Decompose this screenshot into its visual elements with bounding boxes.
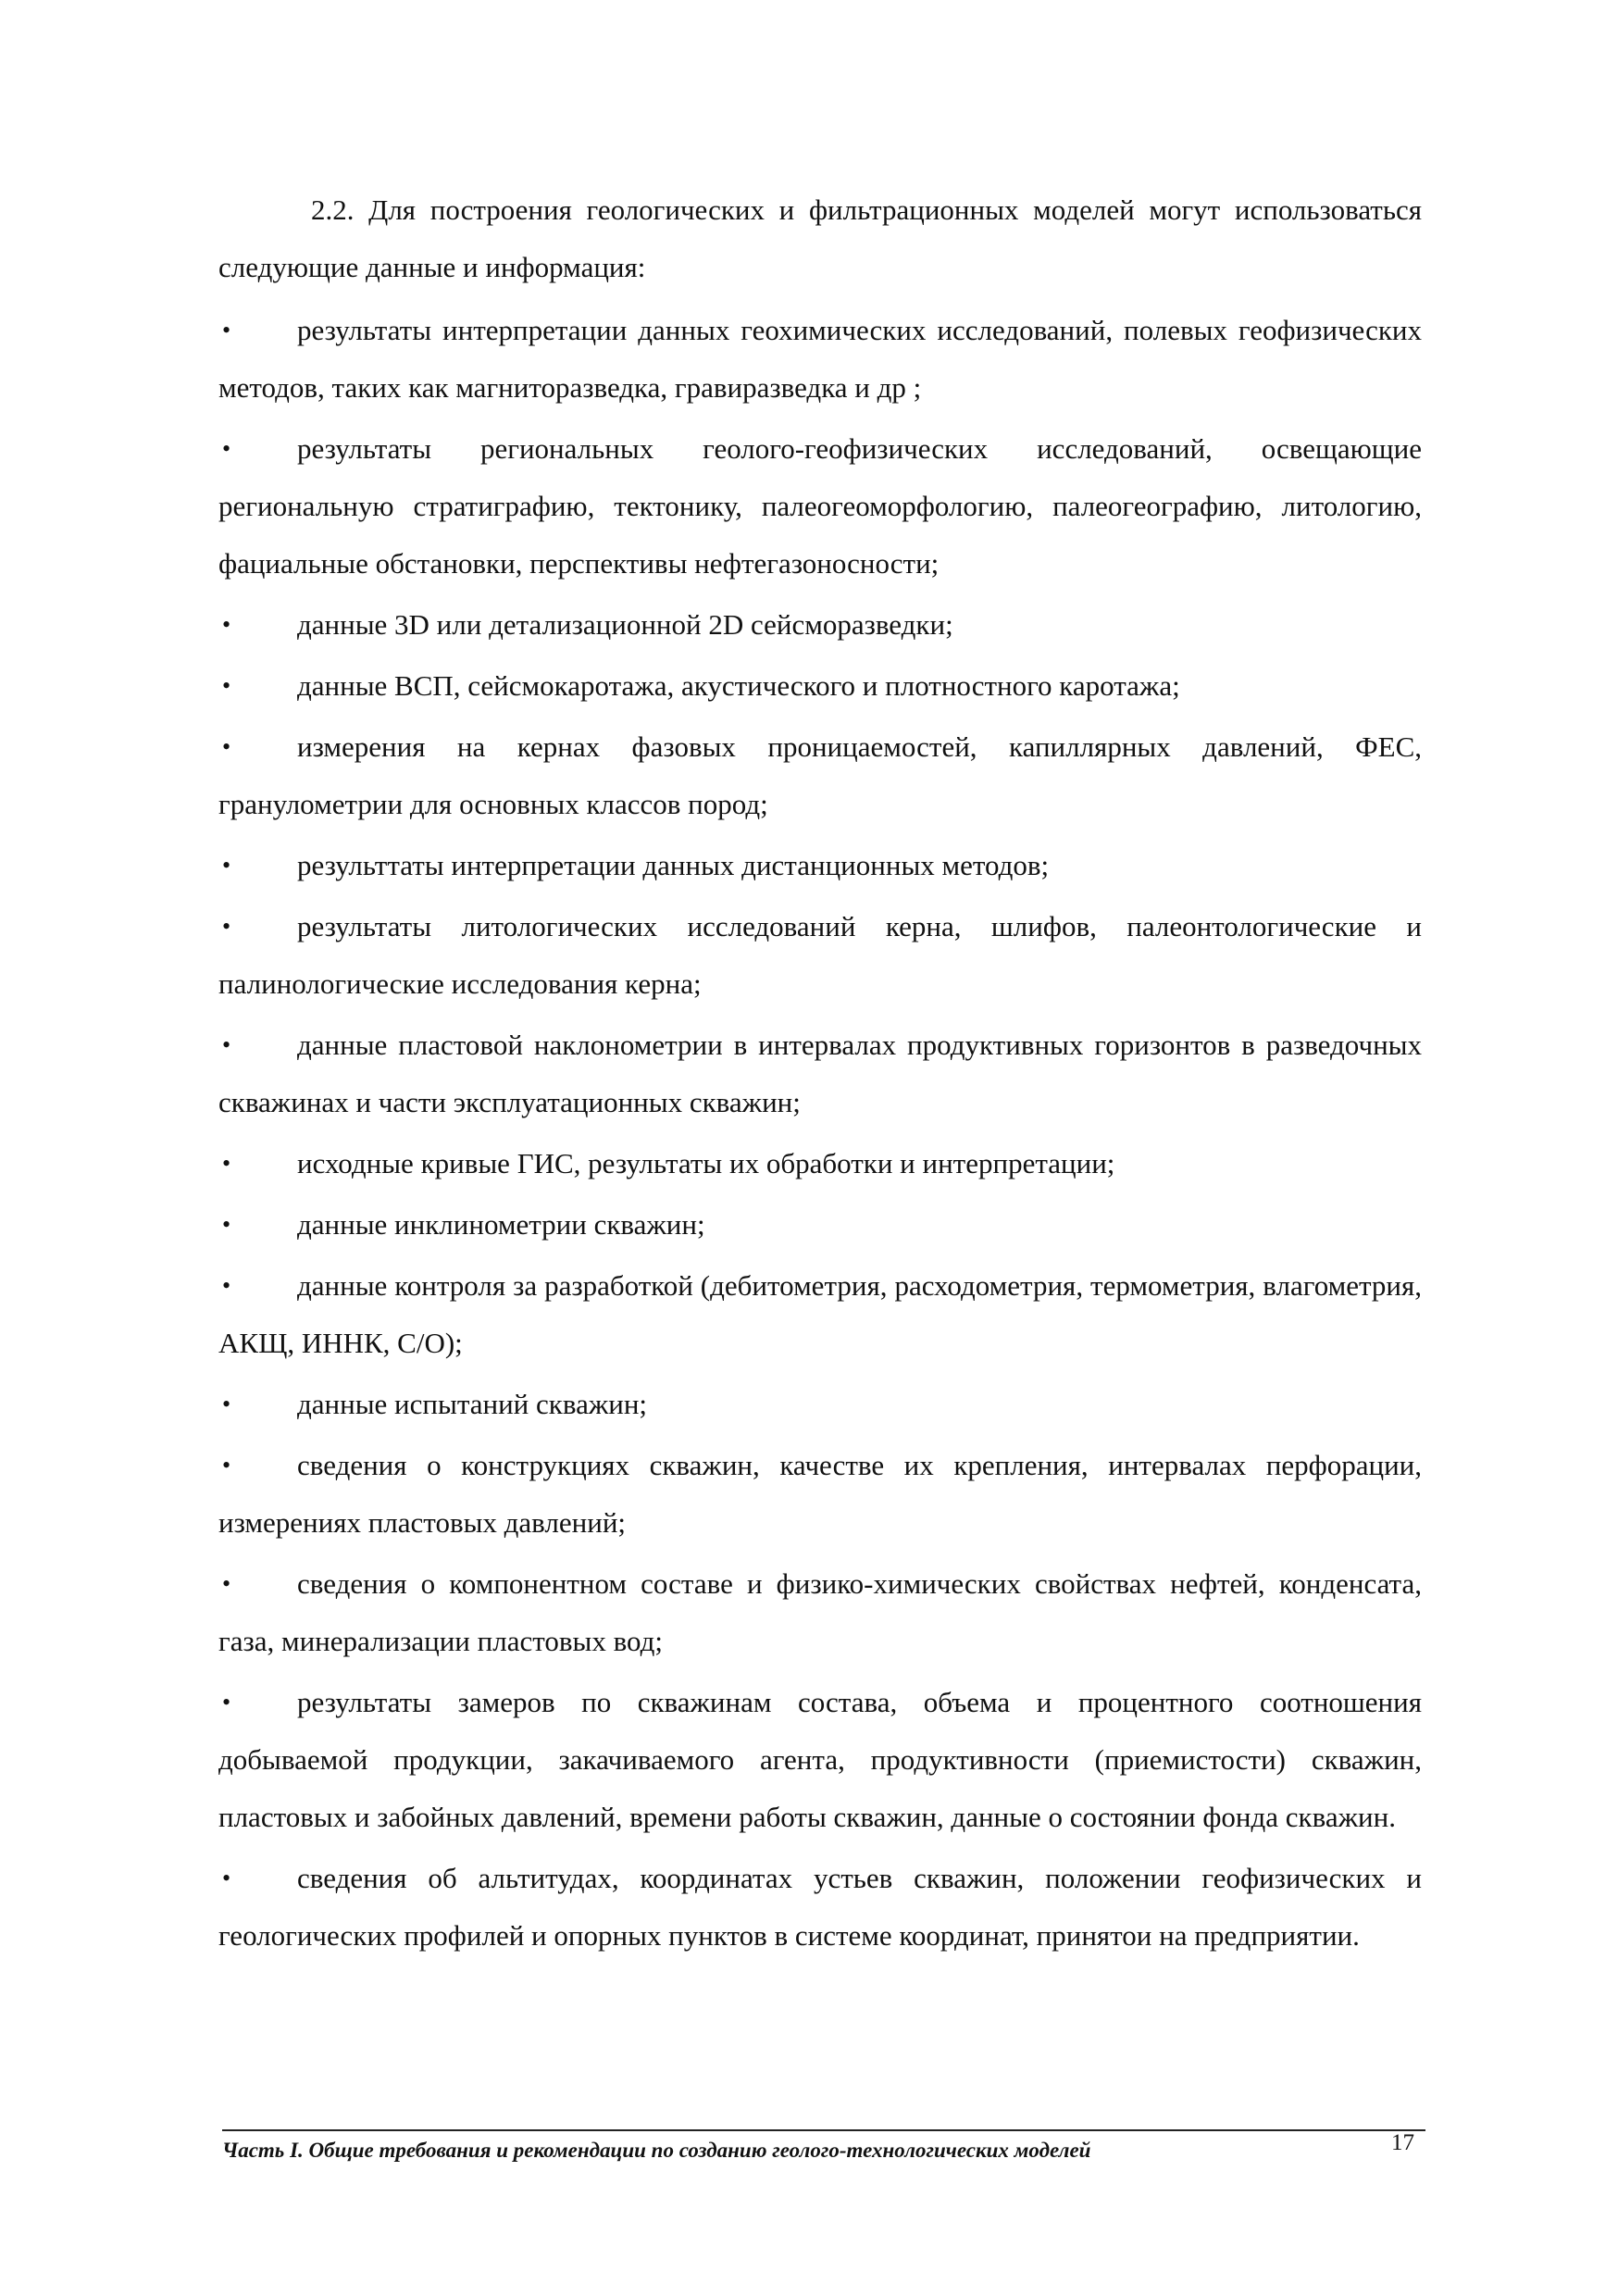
list-item-text: результтаты интерпретации данных дистанционных методов; — [297, 849, 1050, 881]
list-item — [218, 718, 1422, 833]
list-item-text: измерения на кернах фазовых проницаемостей, капиллярных давлений, ФЕС, гранулометрии для основных классов пород; — [218, 730, 1422, 820]
list-item-text: результаты региональных геолого-геофизических исследований, освещающие региональную стратиграфию, тектонику, палеогеоморфологию, палеогеографию, литологию, фациальные обстановки, перспективы нефтегазоносности; — [218, 432, 1422, 580]
footer-title: Часть I. Общие требования и рекомендации по созданию геолого-технологических моделей — [222, 2139, 1091, 2162]
list-item-text: исходные кривые ГИС, результаты их обработки и интерпретации; — [297, 1147, 1115, 1179]
list-item-text: сведения об альтитудах, координатах устьев скважин, положении геофизических и геологических профилей и опорных пунктов в системе координат, принятои на предприятии. — [218, 1862, 1422, 1952]
list-item — [218, 1196, 1422, 1254]
list-item-text: данные пластовой наклонометрии в интервалах продуктивных горизонтов в разведочных скважинах и части эксплуатационных скважин; — [218, 1029, 1422, 1118]
list-item-text: сведения о конструкциях скважин, качестве их крепления, интервалах перфорации, измерениях пластовых давлений; — [218, 1449, 1422, 1539]
list-item-text: данные испытаний скважин; — [297, 1388, 648, 1420]
list-item — [218, 837, 1422, 894]
bullet-icon: • — [222, 1570, 231, 1597]
bullet-icon: • — [222, 852, 231, 879]
list-item-text: результаты замеров по скважинам состава, объема и процентного соотношения добываемой продукции, закачиваемого агента, продуктивности (приемистости) скважин, пластовых и забойных давлений, времени работы скважин, данные о состоянии фонда скважин. — [218, 1686, 1422, 1833]
list-item — [218, 1017, 1422, 1131]
list-item-text: сведения о компонентном составе и физико-химических свойствах нефтей, конденсата, газа, минерализации пластовых вод; — [218, 1567, 1422, 1657]
bullet-icon: • — [222, 672, 231, 699]
list-item — [218, 1376, 1422, 1433]
list-item — [218, 1850, 1422, 1965]
list-item — [218, 1437, 1422, 1552]
bullet-icon: • — [222, 1391, 231, 1417]
list-item-text: данные контроля за разработкой (дебитометрия, расходометрия, термометрия, влагометрия, АКЩ, ИННК, С/О); — [218, 1269, 1422, 1359]
list-item — [218, 1674, 1422, 1846]
document-body — [218, 181, 1422, 1968]
data-sources-list — [218, 302, 1422, 1965]
list-item-text: результаты литологических исследований керна, шлифов, палеонтологические и палинологические исследования керна; — [218, 910, 1422, 1000]
bullet-icon: • — [222, 733, 231, 760]
bullet-icon: • — [222, 1452, 231, 1479]
bullet-icon: • — [222, 1272, 231, 1299]
bullet-icon: • — [222, 1865, 231, 1891]
list-item-text: данные 3D или детализационной 2D сейсморазведки; — [297, 608, 953, 641]
list-item — [218, 302, 1422, 417]
list-item-text: результаты интерпретации данных геохимических исследований, полевых геофизических методов, таких как магниторазведка, гравиразведка и др ; — [218, 314, 1422, 404]
list-item — [218, 596, 1422, 654]
page-footer — [222, 2129, 1425, 2166]
list-item — [218, 420, 1422, 593]
list-item — [218, 657, 1422, 715]
list-item — [218, 1555, 1422, 1670]
bullet-icon: • — [222, 317, 231, 343]
bullet-icon: • — [222, 1150, 231, 1177]
bullet-icon: • — [222, 435, 231, 462]
list-item — [218, 1135, 1422, 1192]
list-item — [218, 1257, 1422, 1372]
intro-paragraph: 2.2. Для построения геологических и фильтрационных моделей могут использоваться следующие данные и информация: — [218, 193, 1422, 283]
list-item — [218, 898, 1422, 1013]
bullet-icon: • — [222, 1211, 231, 1238]
bullet-icon: • — [222, 913, 231, 940]
page-number: 17 — [1391, 2130, 1414, 2155]
bullet-icon: • — [222, 1689, 231, 1716]
bullet-icon: • — [222, 1031, 231, 1058]
list-item-text: данные инклинометрии скважин; — [297, 1208, 705, 1241]
bullet-icon: • — [222, 611, 231, 638]
list-item-text: данные ВСП, сейсмокаротажа, акустического и плотностного каротажа; — [297, 669, 1180, 702]
